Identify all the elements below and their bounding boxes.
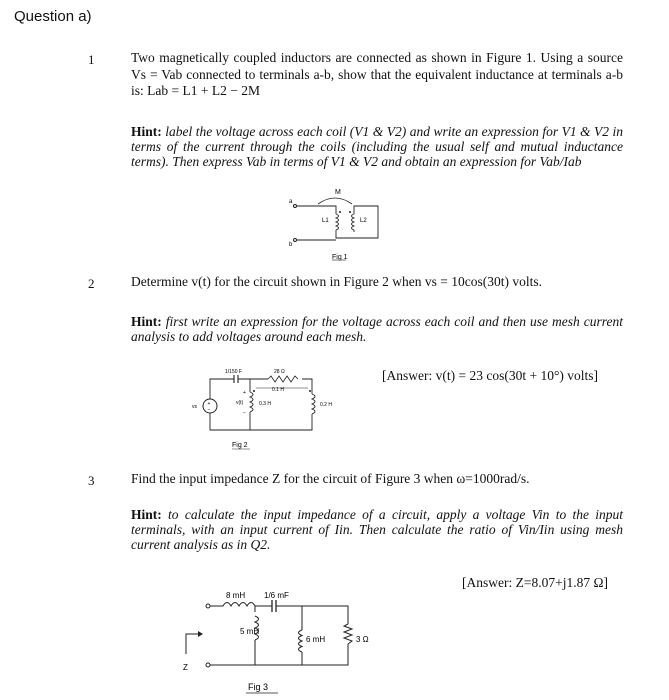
figure-2 [180,364,330,456]
fig1-dot-2 [349,211,351,213]
fig2-coil-l2 [312,394,315,414]
fig2-dot-2 [309,390,311,392]
question-2-text: Determine v(t) for the circuit shown in Figure 2 when vs = 10cos(30t) volts. [131,274,543,289]
fig1-terminal-b [294,239,297,242]
fig1-a-label: a [289,199,293,205]
fig3-coil-6mh [299,630,303,652]
fig3-top-terminal [206,604,210,608]
fig3-cap-label: 1/6 mF [264,591,289,600]
question-2-hint [131,314,623,344]
fig1-l2-label: L2 [360,218,367,224]
fig3-ind1-label: 8 mH [226,591,246,600]
fig1-l1-label: L1 [322,218,329,224]
question-2-answer: [Answer: v(t) = 23 cos(30t + 10°) volts] [382,368,598,383]
fig2-src-plus: + [207,401,211,407]
fig2-caption: Fig 2 [232,442,248,449]
fig3-ind3-label: 6 mH [306,635,326,644]
question-3-hint [131,507,623,552]
fig2-cap-label: 1/150 F [225,369,242,375]
question-1-number: 1 [88,52,95,67]
fig2-res-label: 28 Ω [274,369,285,375]
fig2-dot-1 [253,390,255,392]
fig2-coil-l1 [250,392,253,412]
fig3-z-arrow [186,634,198,654]
fig2-capacitor [234,375,238,383]
fig2-vout-plus: + [243,390,246,396]
fig3-capacitor [272,600,276,612]
fig1-coil-l1 [336,214,339,230]
fig1-b-label: b [289,242,293,248]
hint-text: to calculate the input impedance of a circuit, apply a voltage Vin to the input terminals, with an input current of Iin. Then calculate the ratio of Vin/Iin using mesh current analysis as in Q2. [131,507,624,552]
fig2-l2-label: 0.2 H [320,402,332,408]
fig2-vout-label: v(t) [236,400,244,406]
fig2-src-minus: − [207,407,211,413]
hint-label: Hint: [131,507,162,522]
fig1-mutual-arrow [318,198,352,204]
page-title: Question a) [14,8,92,25]
question-1-hint [131,124,623,169]
fig1-mutual-label: M [335,189,341,196]
hint-label: Hint: [131,124,162,139]
hint-label: Hint: [131,314,162,329]
fig1-terminal-a [294,205,297,208]
question-3-number: 3 [88,473,95,488]
figure-3 [178,584,398,696]
fig1-coil-l2 [352,214,355,230]
question-3-answer: [Answer: Z=8.07+j1.87 Ω] [462,575,608,590]
figure-1 [280,182,390,262]
fig3-res-label: 3 Ω [356,635,369,644]
fig2-vout-minus: − [243,410,246,416]
fig2-src-label: vs [192,404,197,410]
hint-text: first write an expression for the voltage across each coil and then use mesh current analysis to add voltages around each mesh. [131,314,624,344]
fig3-z-label: Z [183,663,188,672]
fig3-z-arrowhead [198,631,203,637]
fig3-caption: Fig 3 [248,682,269,692]
fig2-l1-label: 0.3 H [259,401,271,407]
fig3-ind2-label: 5 mH [240,627,260,636]
hint-text: label the voltage across each coil (V1 & V2) and write an expression for V1 & V2 in terms of the current through the coils (including the usual self and mutual inductance terms). Then express Vab in terms of V1 & V2 and obtain an expression for Vab/Iab [131,124,624,169]
fig1-dot-1 [339,211,341,213]
fig2-resistor [268,376,298,382]
question-1-text: Two magnetically coupled inductors are connected as shown in Figure 1. Using a source Vs = Vab connected to terminals a-b, show that the equivalent inductance at terminals a-b is: Lab = L1 + L2 − 2M [131,50,623,98]
question-2-number: 2 [88,276,95,291]
fig3-resistor [344,624,352,644]
question-3-text: Find the input impedance Z for the circuit of Figure 3 when ω=1000rad/s. [131,471,530,486]
fig3-bottom-terminal [206,663,210,667]
fig1-caption: Fig 1 [332,254,348,261]
fig3-wires [210,603,348,666]
fig2-mutual-label: 0.1 H [272,387,284,393]
